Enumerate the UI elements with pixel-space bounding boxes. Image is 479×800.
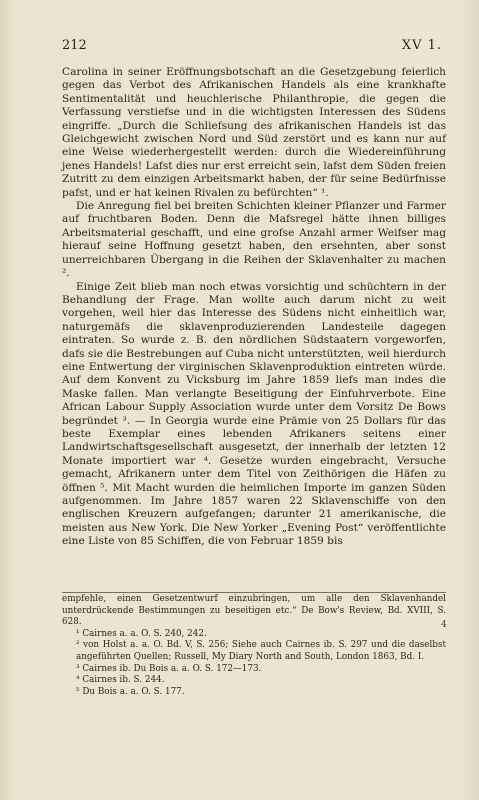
footnote-continuation: empfehle, einen Gesetzentwurf einzubringen, um alle den Sklavenhandel unterdrückende Bestimmungen zu beseitigen etc.“ De Bow's Review, Bd. XVIII, S. 628.	[62, 594, 446, 628]
footnote-divider	[62, 592, 446, 593]
margin-mark: 4	[441, 620, 447, 630]
main-text	[62, 66, 446, 549]
paragraph: Einige Zeit blieb man noch etwas vorsichtig und schüchtern in der Behandlung der Frage. Man wollte auch darum nicht zu weit vorgehen, weil hier das Interesse des Südens nicht einheitlich war, naturgemäfs die sklavenproduzierenden Landesteile dagegen eintraten. So wurde z. B. den nördlichen Südstaatern vorgeworfen, dafs sie die Bestrebungen auf Cuba nicht unterstützten, weil hierdurch eine Entwertung der virginischen Sklavenproduktion eintreten würde. Auf dem Konvent zu Vicksburg im Jahre 1859 liefs man indes die Maske fallen. Man verlangte Beseitigung der Einfuhrverbote. Eine African Labour Supply Association wurde unter dem Vorsitz De Bows begründet ³. — In Georgia wurde eine Prämie von 25 Dollars für das beste Exemplar eines lebenden Afrikaners seitens einer Landwirtschaftsgesellschaft ausgesetzt, der innerhalb der letzten 12 Monate importiert war ⁴. Gesetze wurden eingebracht, Versuche gemacht, Afrikanern unter dem Titel von Zeithörigen die Häfen zu öffnen ⁵. Mit Macht wurden die heimlichen Importe im ganzen Süden aufgenommen. Im Jahre 1857 waren 22 Sklavenschiffe von den englischen Kreuzern aufgefangen; darunter 21 amerikanische, die meisten aus New York. Die New Yorker „Evening Post“ veröffentlichte eine Liste von 85 Schiffen, die von Februar 1859 bis	[62, 280, 446, 548]
page-number: 212	[62, 38, 87, 53]
footnote: ¹ Cairnes a. a. O. S. 240, 242.	[76, 628, 207, 639]
footnote: ⁴ Cairnes ib. S. 244.	[76, 675, 165, 686]
footnote: ³ Cairnes ib. Du Bois a. a. O. S. 172—173.	[76, 663, 262, 674]
footnote: ⁵ Du Bois a. a. O. S. 177.	[76, 686, 185, 697]
footnote: ² von Holst a. a. O. Bd. V, S. 256; Siehe auch Cairnes ib. S. 297 und die daselbst angeführten Quellen; Russell, My Diary North and South, London 1863, Bd. I.	[76, 640, 446, 662]
paragraph: Carolina in seiner Eröffnungsbotschaft an die Gesetzgebung feierlich gegen das Verbot des Afrikanischen Handels als eine krankhafte Sentimentalität und heuchlerische Philanthropie, die gegen die Verfassung verstiefse und in die wichtigsten Interessen des Südens eingriffe. „Durch die Schliefsung des afrikanischen Handels ist das Gleichgewicht zwischen Nord und Süd zerstört und es kann nur auf eine Weise wiederhergestellt werden: durch die Wiedereinführung jenes Handels! Lafst dies nur erst erreicht sein, lafst dem Süden freien Zutritt zu dem einzigen Arbeitsmarkt haben, der für seine Bedürfnisse pafst, und er hat keinen Rivalen zu befürchten“ ¹.	[62, 66, 446, 199]
running-header	[62, 38, 442, 54]
footnotes	[62, 594, 446, 698]
chapter-signature: XV 1.	[401, 38, 442, 53]
paragraph: Die Anregung fiel bei breiten Schichten kleiner Pflanzer und Farmer auf fruchtbaren Boden. Denn die Mafsregel hätte ihnen billiges Arbeitsmaterial geschafft, und eine grofse Anzahl armer Weifser mag hierauf seine Hoffnung gesetzt haben, den ersehnten, aber sonst unerreichbaren Übergang in die Reihen der Sklavenhalter zu machen ².	[62, 200, 446, 280]
